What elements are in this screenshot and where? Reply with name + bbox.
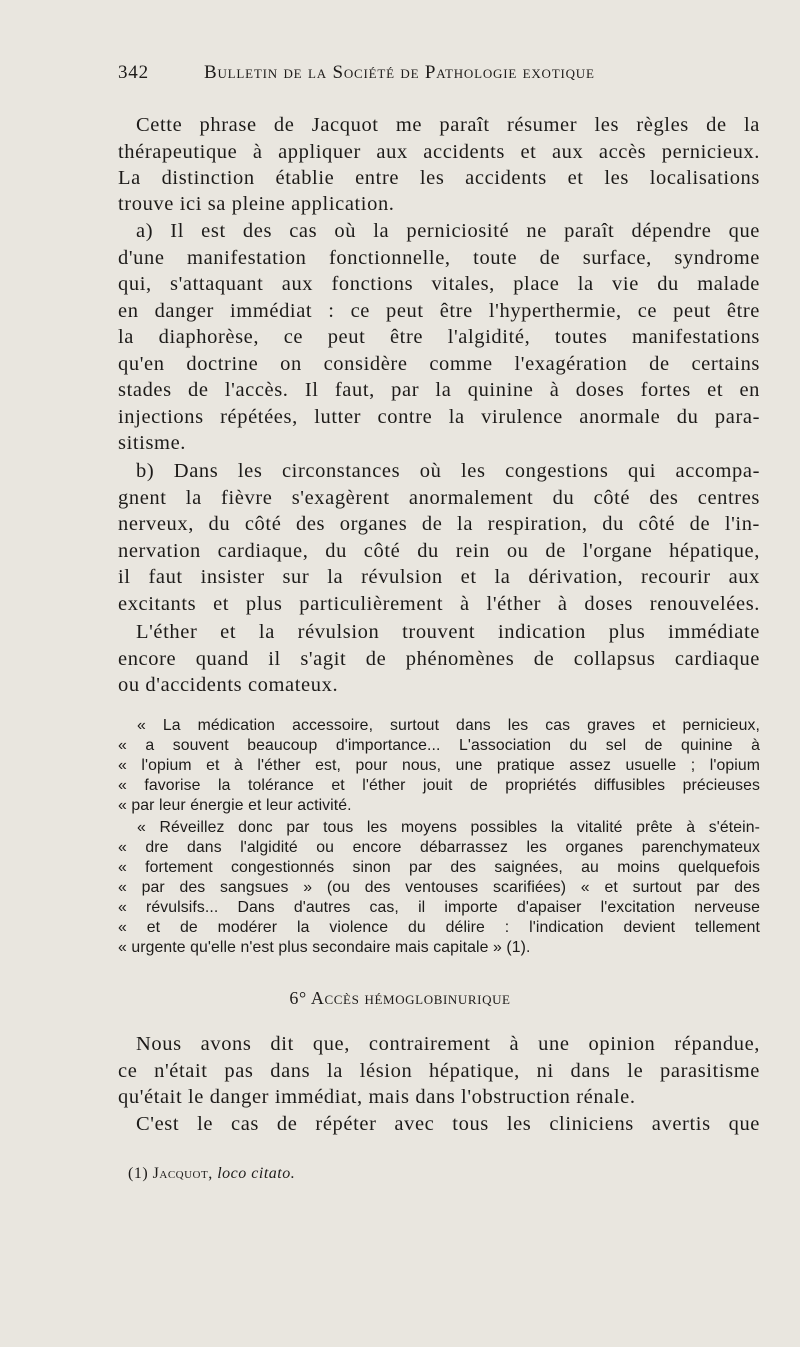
body-line: ce n'était pas dans la lésion hépatique, ni dans le parasitisme bbox=[118, 1060, 760, 1082]
body-line: qu'en doctrine on considère comme l'exagération de certains bbox=[118, 353, 760, 375]
body-line: injections répétées, lutter contre la virulence anormale du para- bbox=[118, 406, 760, 428]
body-line: qu'était le danger immédiat, mais dans l'obstruction rénale. bbox=[118, 1086, 636, 1108]
quote-line: « et de modérer la violence du délire : l'indication devient tellement bbox=[118, 919, 760, 936]
body-line: thérapeutique à appliquer aux accidents et aux accès pernicieux. bbox=[118, 141, 760, 163]
footnote-text: loco citato. bbox=[217, 1165, 296, 1182]
quote-line: « Réveillez donc par tous les moyens possibles la vitalité prête à s'étein- bbox=[137, 819, 760, 836]
body-line: b) Dans les circonstances où les congestions qui accompa- bbox=[136, 460, 760, 482]
body-line: sitisme. bbox=[118, 432, 187, 454]
running-title: Bulletin de la Société de Pathologie exotique bbox=[204, 62, 595, 83]
quote-line: « par leur énergie et leur activité. bbox=[118, 797, 352, 814]
body-line: qui, s'attaquant aux fonctions vitales, place la vie du malade bbox=[118, 273, 760, 295]
quote-line: « l'opium et à l'éther est, pour nous, une pratique assez usuelle ; l'opium bbox=[118, 757, 760, 774]
footnote-marker: (1) bbox=[128, 1165, 149, 1182]
body-line: la diaphorèse, ce peut être l'algidité, toutes manifestations bbox=[118, 326, 760, 348]
body-line: trouve ici sa pleine application. bbox=[118, 193, 395, 215]
body-line: d'une manifestation fonctionnelle, toute de surface, syndrome bbox=[118, 247, 760, 269]
body-line: Cette phrase de Jacquot me paraît résumer les règles de la bbox=[136, 114, 760, 136]
body-line: C'est le cas de répéter avec tous les cliniciens avertis que bbox=[136, 1113, 760, 1135]
body-line: ou d'accidents comateux. bbox=[118, 674, 339, 696]
body-line: La distinction établie entre les accidents et les localisations bbox=[118, 167, 760, 189]
quote-line: « urgente qu'elle n'est plus secondaire mais capitale » (1). bbox=[118, 939, 531, 956]
body-line: L'éther et la révulsion trouvent indication plus immédiate bbox=[136, 621, 760, 643]
quote-line: « a souvent beaucoup d'importance... L'association du sel de quinine à bbox=[118, 737, 760, 754]
page-number: 342 bbox=[118, 62, 149, 83]
body-line: nervation cardiaque, du côté du rein ou de l'organe hépatique, bbox=[118, 540, 760, 562]
page-header bbox=[118, 62, 758, 92]
quote-line: « révulsifs... Dans d'autres cas, il importe d'apaiser l'excitation nerveuse bbox=[118, 899, 760, 916]
body-line: encore quand il s'agit de phénomènes de collapsus cardiaque bbox=[118, 648, 760, 670]
body-line: gnent la fièvre s'exagèrent anormalement du côté des centres bbox=[118, 487, 760, 509]
quote-line: « favorise la tolérance et l'éther jouit de propriétés diffusibles précieuses bbox=[118, 777, 760, 794]
quote-line: « fortement congestionnés sinon par des saignées, au moins quelquefois bbox=[118, 859, 760, 876]
body-line: excitants et plus particulièrement à l'éther à doses renouvelées. bbox=[118, 593, 760, 615]
body-line: stades de l'accès. Il faut, par la quinine à doses fortes et en bbox=[118, 379, 760, 401]
quote-line: « dre dans l'algidité ou encore débarrassez les organes parenchymateux bbox=[118, 839, 760, 856]
body-line: en danger immédiat : ce peut être l'hyperthermie, ce peut être bbox=[118, 300, 760, 322]
body-line: a) Il est des cas où la perniciosité ne paraît dépendre que bbox=[136, 220, 760, 242]
body-line: nerveux, du côté des organes de la respiration, du côté de l'in- bbox=[118, 513, 760, 535]
section-heading: 6° Accès hémoglobinurique bbox=[289, 988, 511, 1008]
footnote-author: Jacquot, bbox=[152, 1165, 213, 1182]
quote-line: « La médication accessoire, surtout dans les cas graves et pernicieux, bbox=[137, 717, 760, 734]
body-line: il faut insister sur la révulsion et la dérivation, recourir aux bbox=[118, 566, 760, 588]
body-line: Nous avons dit que, contrairement à une opinion répandue, bbox=[136, 1033, 760, 1055]
footnote bbox=[128, 1165, 295, 1183]
quote-line: « par des sangsues » (ou des ventouses scarifiées) « et surtout par des bbox=[118, 879, 760, 896]
